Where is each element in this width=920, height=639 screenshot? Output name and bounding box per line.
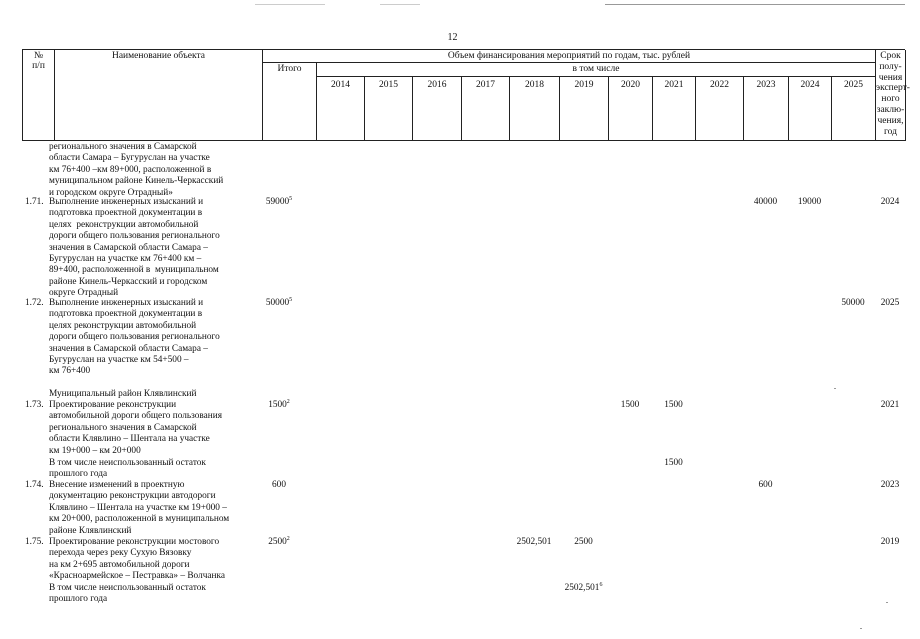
row-value-2018: 2502,501 xyxy=(516,537,552,547)
header-year-2016: 2016 xyxy=(413,77,462,141)
row-name: Проектирование реконструкции автомобильной дороги общего пользования регионального значения в Самарской области Клявлино – Шентала на участке км 19+000 – км 20+000 xyxy=(49,400,223,456)
row-name: Проектирование реконструкции мостового перехода через реку Сухую Вязовку на км 2+695 автомобильной дороги «Красноармейское – Пестравка» – Волчанка xyxy=(49,537,225,582)
header-year-2020: 2020 xyxy=(609,77,653,141)
header-year-2025: 2025 xyxy=(832,77,876,141)
continuation-text: регионального значения в Самарской области Самара – Бугуруслан на участке км 76+400 –км 89+000, расположенной в муниципальном районе Кинель-Черкасский и городском округе Отрадный» xyxy=(49,142,224,198)
scan-speck xyxy=(834,388,836,389)
header-year-2017: 2017 xyxy=(462,77,510,141)
header-year-2018: 2018 xyxy=(510,77,560,141)
row-number: 1.73. xyxy=(25,400,44,410)
header-num: № п/п xyxy=(23,50,55,141)
header-funding: Объем финансирования мероприятий по годам, тыс. рублей xyxy=(263,50,876,63)
row-value-2023: 600 xyxy=(758,480,773,490)
row-name: Внесение изменений в проектную документацию реконструкции автодороги Клявлино – Шентала на участке км 19+000 – км 20+000, расположенной в муниципальном районе Клявлинский xyxy=(49,480,230,536)
row-name: Выполнение инженерных изысканий и подготовка проектной документации в целях реконструкции автомобильной дороги общего пользования регионального значения в Самарской области Самара – Бугуруслан на участке км 76+400 км – 89+400, расположенной в муниципальном районе Кинель-Черкасский и городском округе Отрадный xyxy=(49,197,220,299)
section-title: Муниципальный район Клявлинский xyxy=(49,389,197,399)
row-sub-value-2021: 1500 xyxy=(664,458,683,468)
scan-speck xyxy=(860,628,862,629)
scan-speck xyxy=(886,602,888,603)
row-deadline: 2023 xyxy=(880,480,900,490)
row-sub-name: В том числе неиспользованный остаток прошлого года xyxy=(49,583,206,605)
row-total: 1500$^2$ xyxy=(268,398,290,410)
row-sub-name: В том числе неиспользованный остаток прошлого года xyxy=(49,458,206,480)
row-value-2024: 19000 xyxy=(797,197,822,207)
header-total: Итого xyxy=(263,63,317,141)
header-year-2019: 2019 xyxy=(560,77,609,141)
row-name: Выполнение инженерных изысканий и подготовка проектной документации в целях реконструкции автомобильной дороги общего пользования регионального значения в Самарской области Самара – Бугуруслан на участке км 54+500 – км 76+400 xyxy=(49,298,220,377)
row-deadline: 2024 xyxy=(880,197,900,207)
row-value-2025: 50000 xyxy=(841,298,865,308)
row-number: 1.71. xyxy=(25,197,44,207)
table-header xyxy=(22,49,910,141)
header-year-2021: 2021 xyxy=(653,77,696,141)
row-value-2023: 40000 xyxy=(753,197,778,207)
scan-rule-right xyxy=(605,4,905,5)
row-number: 1.75. xyxy=(25,537,44,547)
page-number: 12 xyxy=(447,32,458,43)
row-value-2020: 1500 xyxy=(620,400,640,410)
row-sub-value-2019: 2502,501$^6$ xyxy=(564,581,603,593)
header-year-2015: 2015 xyxy=(365,77,413,141)
header-deadline: Срок полу- чения эксперт- ного заклю- чения, год xyxy=(876,50,906,141)
row-total: 600 xyxy=(272,480,286,490)
row-deadline: 2019 xyxy=(880,537,900,547)
row-value-2021: 1500 xyxy=(664,400,683,410)
scan-rule-left xyxy=(255,4,325,5)
scan-rule-mid xyxy=(380,4,420,5)
row-value-2019: 2500 xyxy=(574,537,593,547)
row-number: 1.74. xyxy=(25,480,44,490)
row-deadline: 2025 xyxy=(880,298,900,308)
row-total: 59000$^5$ xyxy=(265,195,293,207)
header-including: в том числе xyxy=(317,63,876,77)
header-year-2014: 2014 xyxy=(317,77,365,141)
row-total: 50000$^5$ xyxy=(265,296,293,308)
header-year-2024: 2024 xyxy=(789,77,832,141)
header-year-2022: 2022 xyxy=(696,77,744,141)
header-year-2023: 2023 xyxy=(744,77,789,141)
row-deadline: 2021 xyxy=(880,400,900,410)
header-name: Наименование объекта xyxy=(55,50,263,141)
row-total: 2500$^2$ xyxy=(268,535,290,547)
row-number: 1.72. xyxy=(25,298,44,308)
